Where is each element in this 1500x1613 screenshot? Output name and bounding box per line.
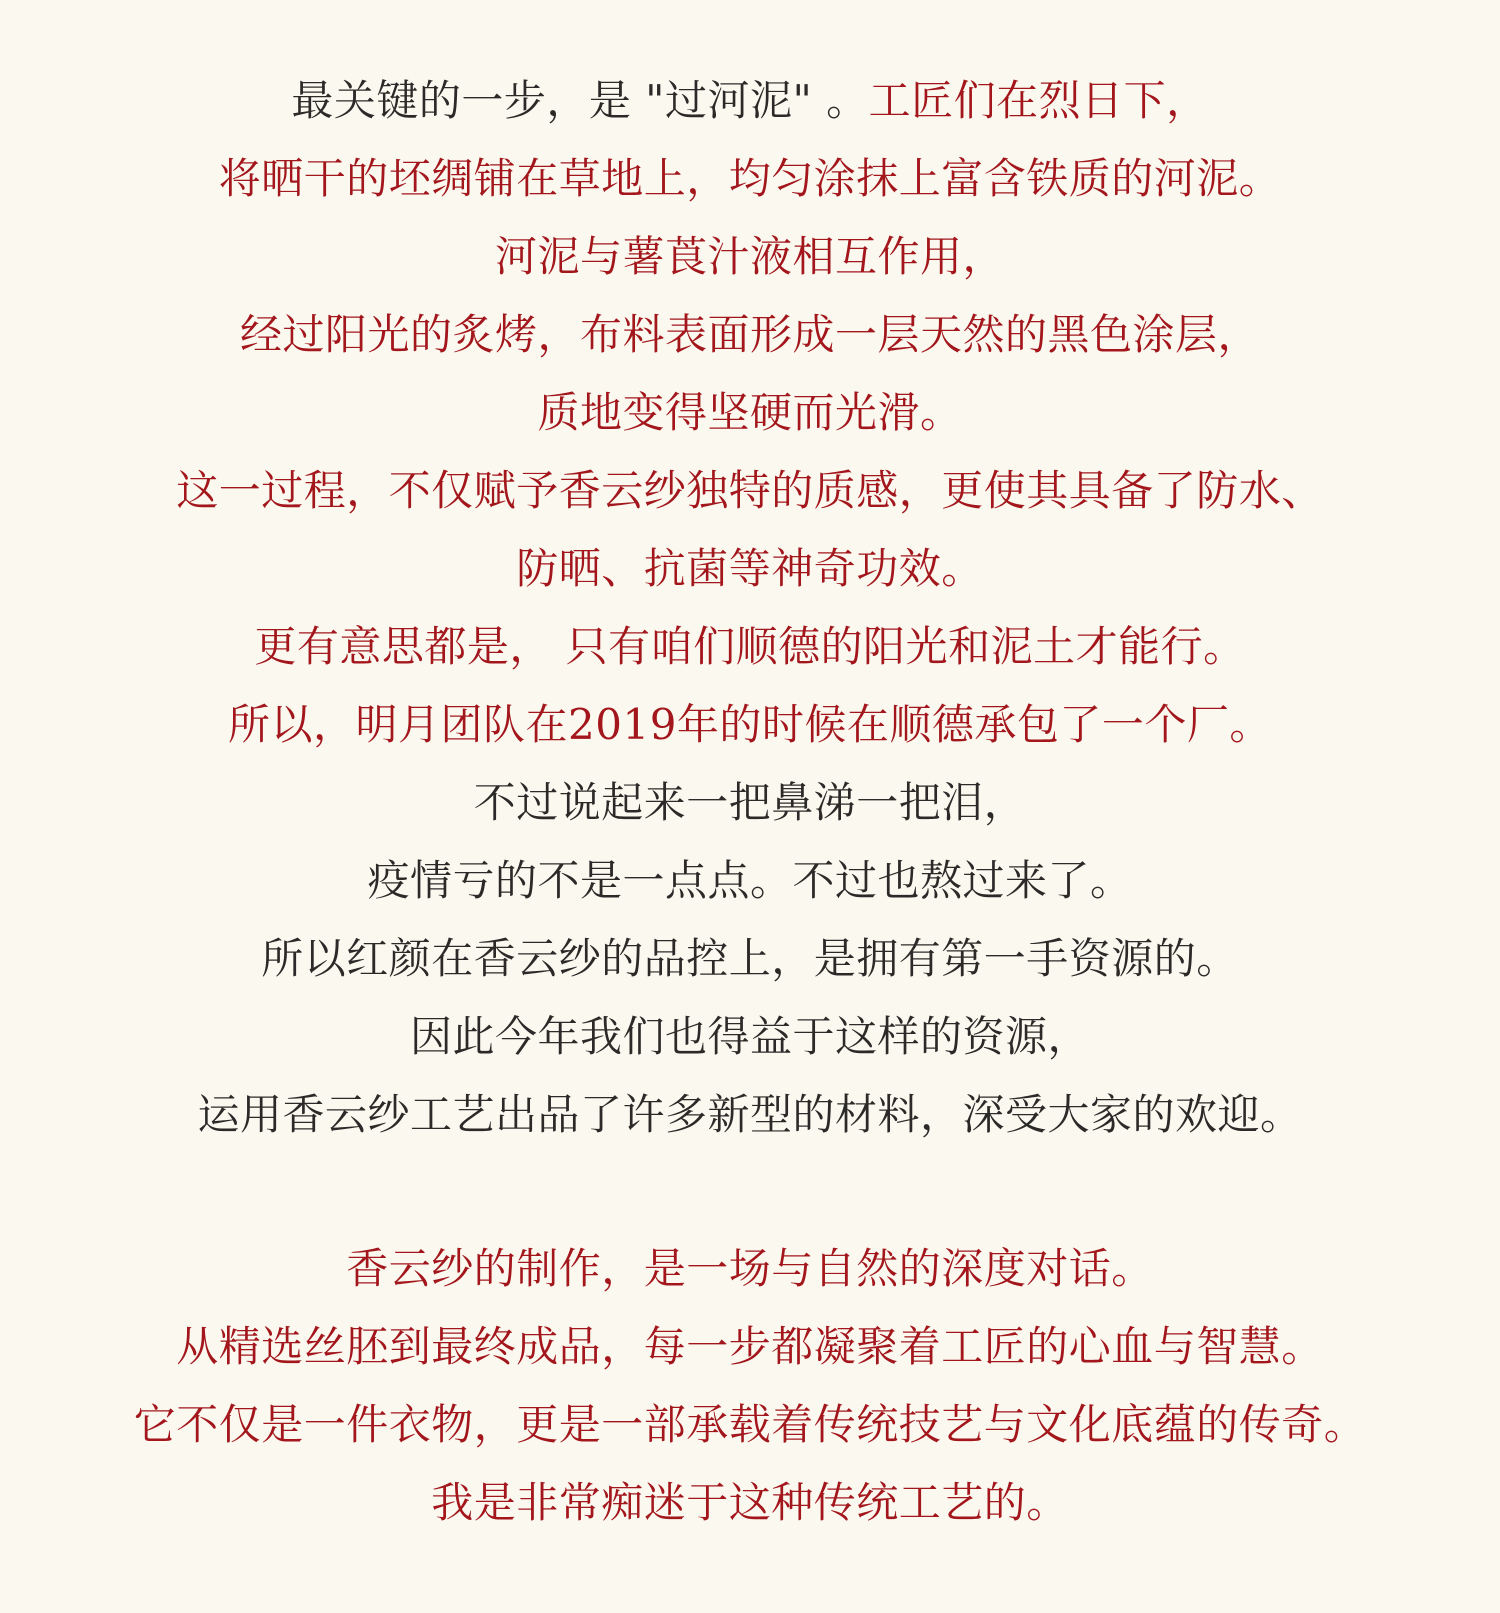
text-line-17: 它不仅是一件衣物，更是一部承载着传统技艺与文化底蕴的传奇。 [133,1400,1367,1449]
text-line-15: 香云纱的制作，是一场与自然的深度对话。 [346,1244,1154,1293]
text-line-4: 经过阳光的炙烤，布料表面形成一层天然的黑色涂层， [239,310,1260,359]
text-line-1-dark-part: 最关键的一步，是 "过河泥" 。 [291,76,869,125]
text-line-10: 不过说起来一把鼻涕一把泪， [473,778,1027,827]
text-line-8: 更有意思都是， 只有咱们顺德的阳光和泥土才能行。 [254,622,1246,671]
text-line-1 [0,70,1500,132]
text-line-16: 从精选丝胚到最终成品，每一步都凝聚着工匠的心血与智慧。 [176,1322,1324,1371]
text-line-3: 河泥与薯莨汁液相互作用， [494,232,1005,281]
text-line-1-red-part: 工匠们在烈日下， [868,76,1209,125]
text-line-18: 我是非常痴迷于这种传统工艺的。 [431,1478,1069,1527]
text-line-9: 所以，明月团队在2019年的时候在顺德承包了一个厂。 [228,700,1272,749]
text-line-7: 防晒、抗菌等神奇功效。 [516,544,984,593]
text-line-12: 所以红颜在香云纱的品控上，是拥有第一手资源的。 [261,934,1239,983]
text-line-13: 因此今年我们也得益于这样的资源， [409,1012,1090,1061]
text-line-5: 质地变得坚硬而光滑。 [537,388,963,437]
text-line-14: 运用香云纱工艺出品了许多新型的材料，深受大家的欢迎。 [197,1090,1303,1139]
text-line-2: 将晒干的坯绸铺在草地上，均匀涂抹上富含铁质的河泥。 [218,154,1282,203]
text-line-11: 疫情亏的不是一点点。不过也熬过来了。 [367,856,1133,905]
text-line-6: 这一过程，不仅赋予香云纱独特的质感，更使其具备了防水、 [176,466,1324,515]
